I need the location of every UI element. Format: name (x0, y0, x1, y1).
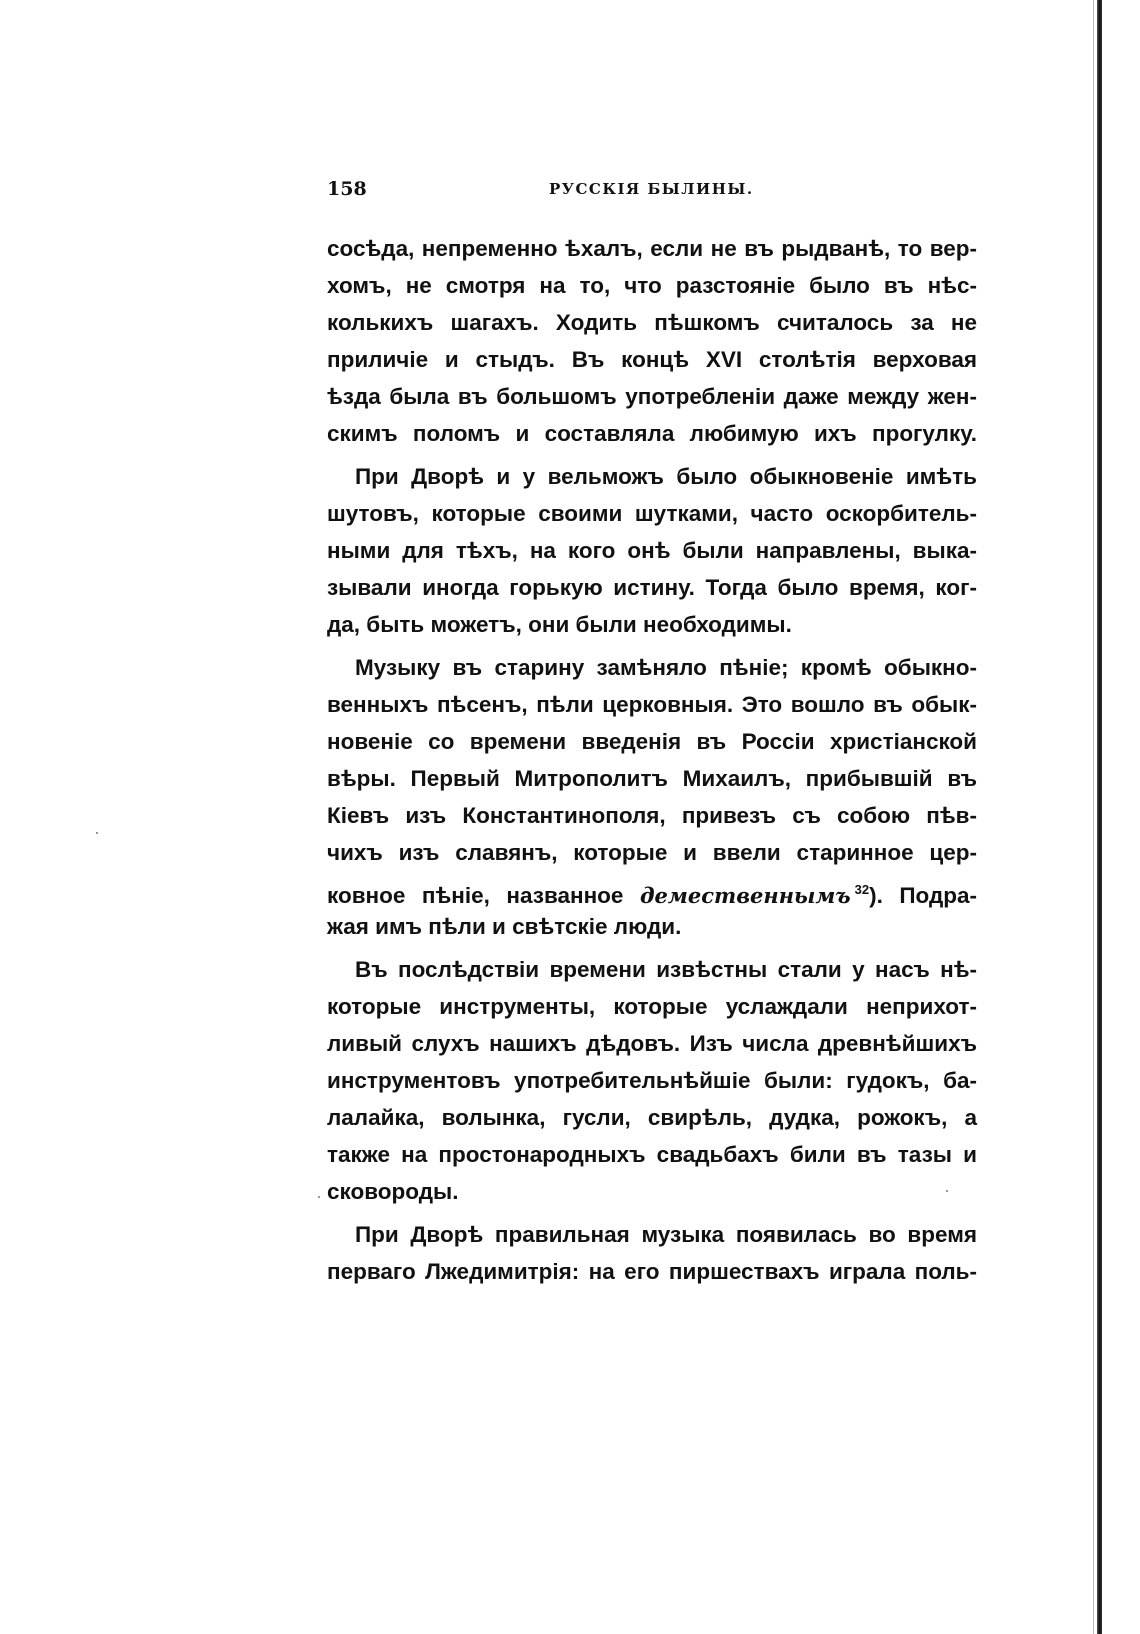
text-line: Въ послѣдствiи времени извѣстны стали у насъ нѣ- (355, 957, 977, 982)
text-line: приличiе и стыдъ. Въ концѣ XVI столѣтiя верховая (327, 347, 977, 372)
scan-speck (318, 1196, 320, 1198)
text-line: перваго Лжедимитрiя: на его пиршествахъ играла поль- (327, 1259, 977, 1284)
text-line: сковороды. (327, 1179, 459, 1204)
page-number: 158 (327, 178, 367, 200)
paragraph (327, 951, 977, 1210)
paragraph (327, 1216, 977, 1290)
text-line: колькихъ шагахъ. Ходить пѣшкомъ считалось за не (327, 310, 977, 335)
paragraph (327, 458, 977, 643)
paragraph (327, 649, 977, 945)
text-line: ными для тѣхъ, на кого онѣ были направлены, выка- (327, 538, 977, 563)
text-line: лалайка, волынка, гусли, свирѣль, дудка, рожокъ, а (327, 1105, 977, 1130)
text-line: чихъ изъ славянъ, которые и ввели старинное цер- (327, 840, 977, 865)
page-header (327, 178, 977, 208)
line-text-before: ковное пѣнiе, названное (327, 883, 624, 908)
body-text (327, 230, 977, 1296)
text-line: которые инструменты, которые услаждали неприхот- (327, 994, 977, 1019)
text-line: ливый слухъ нашихъ дѣдовъ. Изъ числа древнѣйшихъ (327, 1031, 977, 1056)
paragraph (327, 230, 977, 452)
text-line: При Дворѣ правильная музыка появилась во время (355, 1222, 977, 1247)
italic-term: демественнымъ (639, 883, 851, 908)
text-line: скимъ поломъ и составляла любимую ихъ прогулку. (327, 421, 977, 446)
text-line: хомъ, не смотря на то, что разстоянiе было въ нѣс- (327, 273, 977, 298)
text-line: вѣры. Первый Митрополитъ Михаилъ, прибывшiй въ (327, 766, 977, 791)
text-line: жая имъ пѣли и свѣтскiе люди. (327, 914, 682, 939)
text-line: инструментовъ употребительнѣйшiе были: гудокъ, ба- (327, 1068, 977, 1093)
text-line: венныхъ пѣсенъ, пѣли церковныя. Это вошло въ обык- (327, 692, 977, 717)
text-line: новенiе со времени введенiя въ Россiи христiанской (327, 729, 977, 754)
scan-speck (96, 832, 98, 834)
running-title: РУССКIЯ БЫЛИНЫ. (549, 180, 754, 198)
text-line: Кiевъ изъ Константинополя, привезъ съ собою пѣв- (327, 803, 977, 828)
text-line: да, быть можетъ, они были необходимы. (327, 612, 792, 637)
text-line: ѣзда была въ большомъ употребленiи даже между жен- (327, 384, 977, 409)
scan-edge-shadow (1097, 0, 1102, 1634)
text-line: зывали иногда горькую истину. Тогда было время, ког- (327, 575, 977, 600)
text-line: также на простонародныхъ свадьбахъ били въ тазы и (327, 1142, 977, 1167)
text-line-with-italic (327, 871, 977, 908)
text-line: Музыку въ старину замѣняло пѣнiе; кромѣ обыкно- (355, 655, 977, 680)
line-text-after: ). Подра- (869, 883, 977, 908)
footnote-reference: 32 (854, 882, 870, 897)
text-line: сосѣда, непременно ѣхалъ, если не въ рыдванѣ, то вер- (327, 236, 977, 261)
text-line: При Дворѣ и у вельможъ было обыкновенiе имѣть (355, 464, 977, 489)
scan-edge-line (1093, 0, 1094, 1634)
text-line: шутовъ, которые своими шутками, часто оскорбитель- (327, 501, 977, 526)
